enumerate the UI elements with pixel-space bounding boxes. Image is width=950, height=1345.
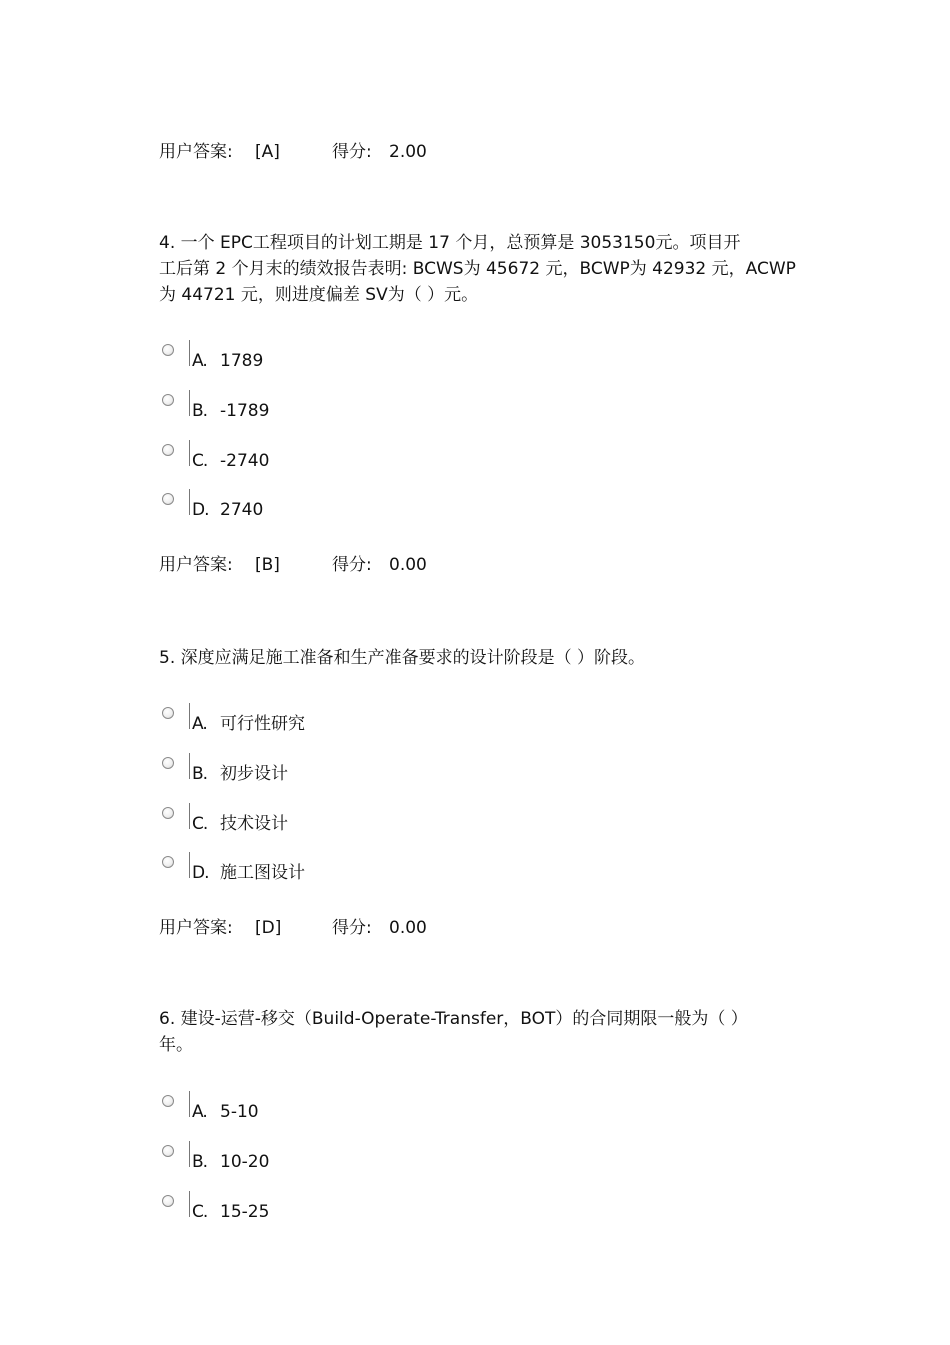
divider (189, 703, 190, 729)
radio-button[interactable] (162, 1095, 174, 1107)
score-value: 0.00 (389, 555, 427, 575)
option-text: 技术设计 (220, 814, 288, 834)
score-value: 0.00 (389, 918, 427, 938)
radio-button[interactable] (162, 807, 174, 819)
divider (189, 1191, 190, 1217)
q6-option-c[interactable] (160, 1195, 560, 1229)
question-4-text-line-3: 为 44721 元，则进度偏差 SV为（ ）元。 (159, 285, 479, 305)
divider (189, 753, 190, 779)
divider (189, 1141, 190, 1167)
user-answer-label: 用户答案: (159, 918, 233, 938)
option-text: 10-20 (220, 1152, 270, 1172)
divider (189, 489, 190, 515)
option-letter: B. (192, 401, 208, 421)
q5-option-b[interactable] (160, 757, 560, 791)
score-label: 得分: (332, 918, 372, 938)
question-4-text-line-1: 4. 一个 EPC工程项目的计划工期是 17 个月，总预算是 3053150元。项目开 (159, 233, 741, 253)
user-answer-value: [B] (255, 555, 280, 575)
option-letter: A. (192, 1102, 207, 1122)
option-text: 初步设计 (220, 764, 288, 784)
option-letter: B. (192, 1152, 208, 1172)
option-letter: C. (192, 1202, 208, 1222)
question-6-text-line-1: 6. 建设-运营-移交（Build-Operate-Transfer，BOT）的合同期限一般为（ ） (159, 1009, 748, 1029)
q5-option-a[interactable] (160, 707, 560, 741)
user-answer-value: [A] (255, 142, 280, 162)
option-text: -2740 (220, 451, 270, 471)
q4-option-c[interactable] (160, 444, 560, 478)
option-text: 1789 (220, 351, 264, 371)
divider (189, 852, 190, 878)
divider (189, 803, 190, 829)
divider (189, 390, 190, 416)
radio-button[interactable] (162, 757, 174, 769)
q4-option-d[interactable] (160, 493, 560, 527)
q5-option-d[interactable] (160, 856, 560, 890)
radio-button[interactable] (162, 856, 174, 868)
radio-button[interactable] (162, 344, 174, 356)
option-text: 2740 (220, 500, 264, 520)
radio-button[interactable] (162, 493, 174, 505)
option-text: 5-10 (220, 1102, 259, 1122)
user-answer-value: [D] (255, 918, 282, 938)
option-text: 可行性研究 (220, 714, 305, 734)
q6-option-a[interactable] (160, 1095, 560, 1129)
option-letter: B. (192, 764, 208, 784)
score-label: 得分: (332, 555, 372, 575)
q5-option-c[interactable] (160, 807, 560, 841)
q4-option-a[interactable] (160, 344, 560, 378)
option-letter: D. (192, 863, 209, 883)
radio-button[interactable] (162, 1145, 174, 1157)
divider (189, 1091, 190, 1117)
option-letter: A. (192, 714, 207, 734)
divider (189, 340, 190, 366)
option-letter: A. (192, 351, 207, 371)
option-letter: C. (192, 451, 208, 471)
option-text: 15-25 (220, 1202, 270, 1222)
divider (189, 440, 190, 466)
option-text: 施工图设计 (220, 863, 305, 883)
option-letter: D. (192, 500, 209, 520)
radio-button[interactable] (162, 707, 174, 719)
user-answer-label: 用户答案: (159, 555, 233, 575)
q6-option-b[interactable] (160, 1145, 560, 1179)
score-value: 2.00 (389, 142, 427, 162)
option-letter: C. (192, 814, 208, 834)
q4-option-b[interactable] (160, 394, 560, 428)
radio-button[interactable] (162, 444, 174, 456)
radio-button[interactable] (162, 1195, 174, 1207)
option-text: -1789 (220, 401, 270, 421)
question-4-text-line-2: 工后第 2 个月末的绩效报告表明: BCWS为 45672 元，BCWP为 42932 元，ACWP (159, 259, 796, 279)
user-answer-label: 用户答案: (159, 142, 233, 162)
question-5-text-line-1: 5. 深度应满足施工准备和生产准备要求的设计阶段是（ ）阶段。 (159, 648, 646, 668)
radio-button[interactable] (162, 394, 174, 406)
score-label: 得分: (332, 142, 372, 162)
question-6-text-line-2: 年。 (159, 1035, 193, 1055)
